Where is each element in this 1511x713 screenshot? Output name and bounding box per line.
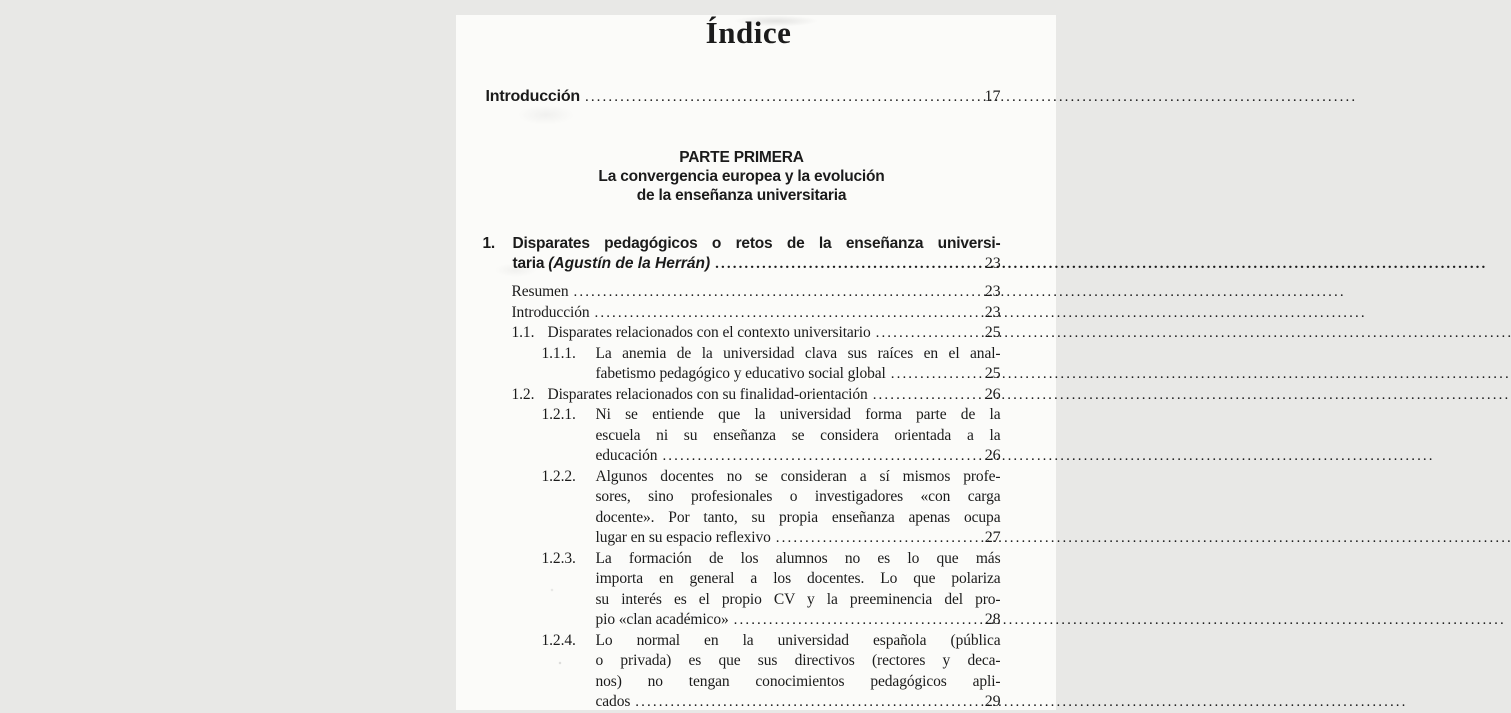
dot-leader bbox=[662, 446, 942, 467]
entry-line: Algunos docentes no se consideran a sí mismos profe- bbox=[595, 467, 1001, 485]
chapter-title-block bbox=[513, 234, 1001, 274]
entry-number: 1.2.3. bbox=[541, 549, 576, 567]
entry-line-text: Introducción bbox=[511, 303, 590, 321]
page-number: 17 bbox=[984, 88, 1001, 105]
entry-line: La anemia de la universidad clava sus raíces en el anal- bbox=[595, 344, 1001, 362]
page-number: 29 bbox=[984, 693, 1001, 710]
toc-entry bbox=[512, 344, 1001, 385]
entry-line bbox=[596, 364, 1001, 385]
entry-number: 1.1.1. bbox=[541, 344, 576, 362]
entry-line-text: Disparates relacionados con el contexto universitario bbox=[547, 324, 871, 341]
part-heading bbox=[483, 148, 1001, 205]
toc-page bbox=[456, 15, 1056, 710]
part-subtitle-line1: La convergencia europea y la evolución bbox=[598, 168, 885, 185]
intro-entry-label: Introducción bbox=[485, 88, 580, 105]
dot-leader bbox=[776, 528, 943, 549]
entry-line-text: pio «clan académico» bbox=[595, 611, 729, 628]
page-number: 25 bbox=[984, 324, 1001, 341]
page-number: 26 bbox=[984, 385, 1001, 403]
entry-line bbox=[512, 282, 1001, 303]
entry-text bbox=[596, 549, 1001, 631]
entry-line-text: fabetismo pedagógico y educativo social global bbox=[595, 365, 886, 382]
page-number: 26 bbox=[984, 447, 1001, 464]
dot-leader bbox=[635, 692, 942, 713]
entry-line-text: Resumen bbox=[511, 283, 569, 300]
toc-entry bbox=[512, 549, 1001, 631]
entry-line bbox=[596, 692, 1001, 713]
entry-text bbox=[548, 323, 1001, 344]
page-number: 23 bbox=[984, 303, 1001, 321]
page-number: 25 bbox=[984, 365, 1001, 382]
chapter-number: 1. bbox=[482, 235, 496, 252]
dot-leader bbox=[715, 254, 942, 274]
entry-line-text: lugar en su espacio reflexivo bbox=[595, 529, 771, 546]
entry-line bbox=[548, 385, 1001, 406]
entry-text bbox=[596, 344, 1001, 385]
page-number: 27 bbox=[984, 529, 1001, 546]
part-kicker: PARTE PRIMERA bbox=[679, 149, 804, 166]
entry-line: importa en general a los docentes. Lo que polariza bbox=[595, 570, 1001, 587]
part-subtitle-line2: de la enseñanza universitaria bbox=[636, 187, 847, 204]
entry-number: 1.1. bbox=[511, 324, 535, 341]
entry-text bbox=[596, 467, 1001, 549]
entry-line: o privada) es que sus directivos (rectores y deca- bbox=[595, 652, 1001, 669]
dot-leader bbox=[585, 88, 943, 106]
dot-leader bbox=[891, 364, 943, 385]
entry-number: 1.2. bbox=[511, 385, 535, 403]
toc-entry bbox=[512, 467, 1001, 549]
chapter-author: (Agustín de la Herrán) bbox=[548, 255, 711, 272]
entry-text bbox=[548, 385, 1001, 406]
entry-text bbox=[596, 631, 1001, 713]
entry-line: sores, sino profesionales o investigadores «con carga bbox=[595, 488, 1001, 505]
page-number: 23 bbox=[984, 255, 1001, 272]
entry-line bbox=[596, 610, 1001, 631]
chapter-title-bold: taria bbox=[512, 255, 545, 272]
toc-entry bbox=[512, 282, 1001, 303]
entry-number: 1.2.2. bbox=[541, 467, 576, 485]
entry-line bbox=[512, 303, 1001, 324]
entry-line-text: educación bbox=[595, 447, 658, 464]
entry-line: La formación de los alumnos no es lo que más bbox=[595, 549, 1001, 567]
entry-number: 1.2.1. bbox=[541, 406, 576, 423]
dot-leader bbox=[876, 323, 943, 344]
entry-line-text: Disparates relacionados con su finalidad-orientación bbox=[547, 385, 868, 403]
toc-entry bbox=[512, 303, 1001, 324]
chapter-entry bbox=[483, 234, 1001, 274]
dot-leader bbox=[574, 282, 943, 303]
entry-line bbox=[596, 528, 1001, 549]
entry-line-text: cados bbox=[595, 693, 631, 710]
entry-line: escuela ni su enseñanza se considera orientada a la bbox=[595, 426, 1001, 444]
entry-text bbox=[596, 405, 1001, 467]
entry-line: Lo normal en la universidad española (pública bbox=[595, 631, 1001, 649]
toc-entries bbox=[483, 282, 1001, 713]
dot-leader bbox=[595, 303, 943, 324]
entry-number: 1.2.4. bbox=[541, 631, 576, 649]
toc-entry bbox=[512, 385, 1001, 406]
chapter-title-line1: Disparates pedagógicos o retos de la enseñanza universi- bbox=[512, 235, 1001, 252]
page-number: 23 bbox=[984, 283, 1001, 300]
entry-line: su interés es el propio CV y la preeminencia del pro- bbox=[595, 590, 1001, 608]
toc-entry bbox=[512, 323, 1001, 344]
entry-text bbox=[512, 303, 1001, 324]
entry-text bbox=[512, 282, 1001, 303]
toc-entry bbox=[512, 405, 1001, 467]
chapter-title-line2 bbox=[513, 254, 1001, 274]
toc-entry-introduccion bbox=[486, 88, 1001, 106]
entry-line: nos) no tengan conocimientos pedagógicos apli- bbox=[595, 672, 1001, 690]
entry-line bbox=[548, 323, 1001, 344]
toc-entry bbox=[512, 631, 1001, 713]
entry-line: Ni se entiende que la universidad forma parte de la bbox=[595, 406, 1001, 423]
page-title: Índice bbox=[705, 15, 792, 50]
page-number: 28 bbox=[984, 611, 1001, 628]
entry-line bbox=[596, 446, 1001, 467]
entry-line: docente». Por tanto, su propia enseñanza apenas ocupa bbox=[595, 508, 1001, 526]
dot-leader bbox=[734, 610, 943, 631]
dot-leader bbox=[873, 385, 943, 406]
